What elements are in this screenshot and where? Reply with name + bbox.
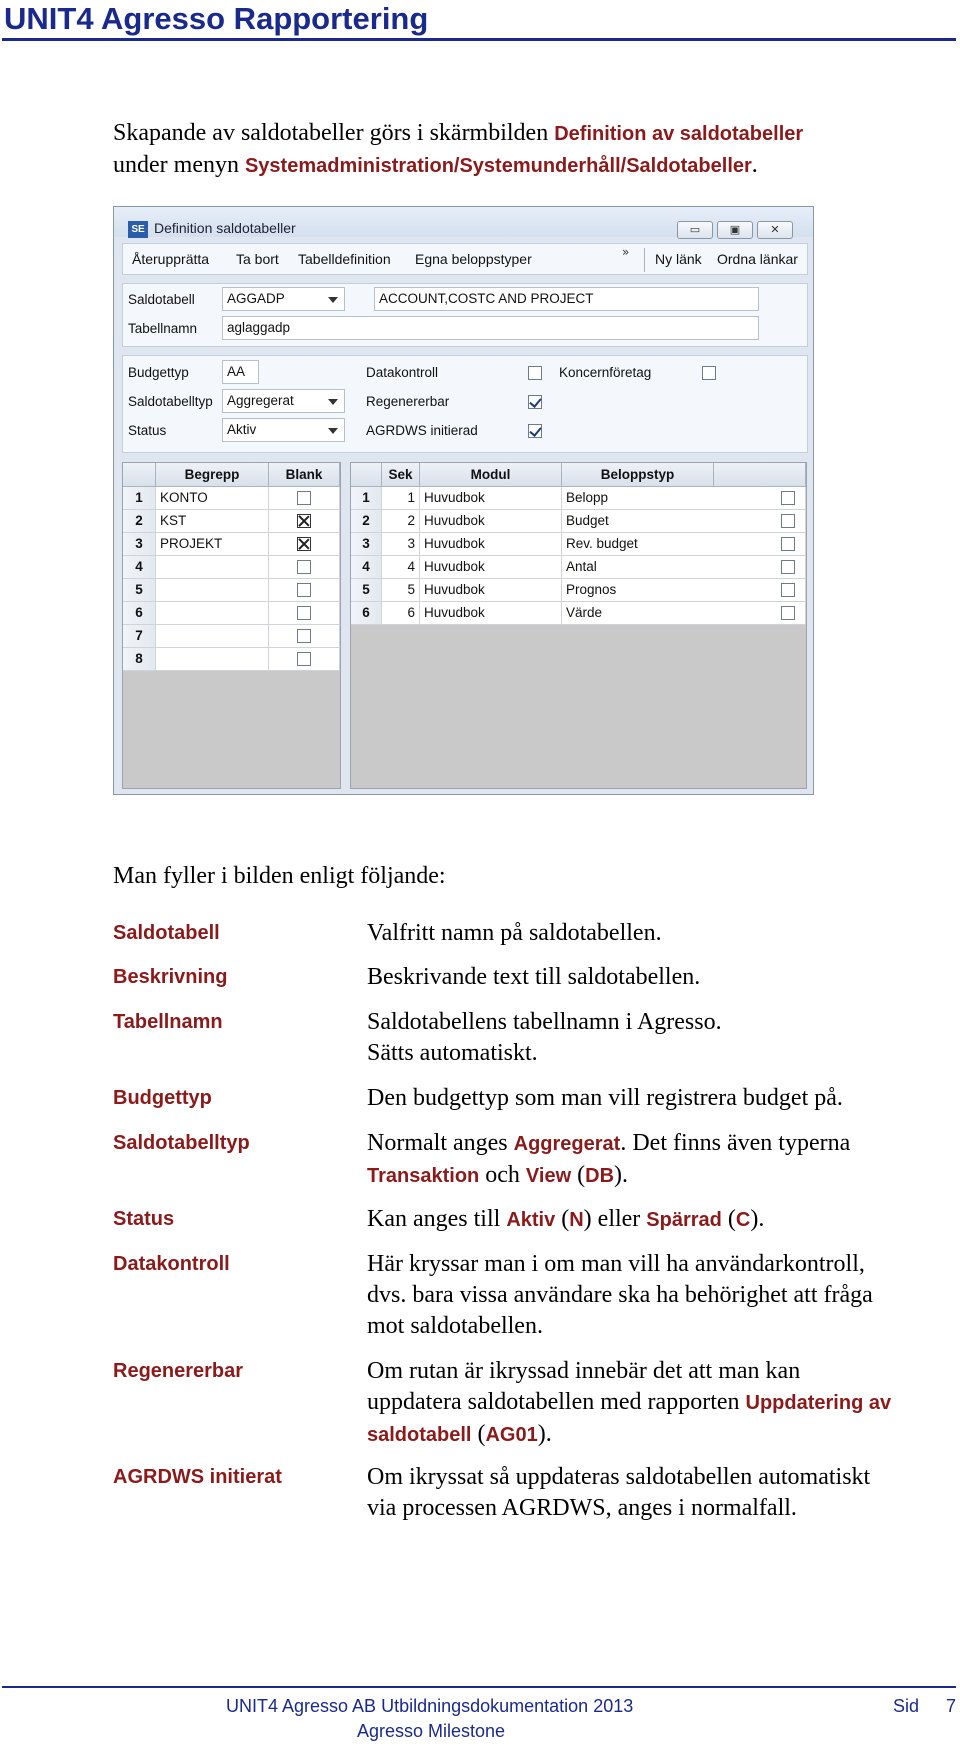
desc-saldotabelltyp [367,1128,957,1192]
beloppstyp-header[interactable]: Beloppstyp [562,463,714,487]
grid1-blank-cell[interactable] [269,579,340,602]
desc-saldotabell: Valfritt namn på saldotabellen. [367,920,662,946]
chevron-down-icon [328,297,338,303]
blank-checkbox[interactable] [297,537,311,551]
desc-text: ( [721,1206,736,1232]
desc-text: ). [750,1206,765,1232]
blank-checkbox[interactable] [297,583,311,597]
grid1-row-number: 3 [123,533,156,556]
grid2-beloppstyp-cell[interactable] [562,579,806,602]
datakontroll-checkbox[interactable] [528,366,542,380]
grid1-begrepp-cell[interactable] [156,648,269,671]
menu-ta-bort[interactable]: Ta bort [236,251,279,267]
settings-panel [122,355,808,453]
desc-agrdws-initierat [367,1462,957,1524]
highlight-n: N [569,1209,584,1231]
chevron-down-icon [328,399,338,405]
beloppstyp-value: Värde [566,605,603,620]
header-fields-panel [122,283,808,347]
desc-budgettyp: Den budgettyp som man vill registrera budget på. [367,1085,843,1111]
grid2-sek-cell[interactable]: 4 [382,556,420,579]
grid1-begrepp-cell[interactable] [156,579,269,602]
minimize-button[interactable]: ▭ [677,221,713,239]
beloppstyp-grid [350,462,807,789]
desc-tabellnamn [367,1007,957,1069]
beloppstyp-checkbox[interactable] [781,583,795,597]
menu-ordna-lankar[interactable]: Ordna länkar [717,251,798,267]
term-status: Status [113,1208,175,1230]
menu-egna-beloppstyper[interactable]: Egna beloppstyper [415,251,532,267]
grid1-begrepp-cell[interactable]: KONTO [156,487,269,510]
grid1-row-number: 8 [123,648,156,671]
grid2-modul-cell[interactable]: Huvudbok [420,556,562,579]
grid2-beloppstyp-cell[interactable] [562,556,806,579]
grid1-blank-cell[interactable] [269,602,340,625]
grid2-modul-cell[interactable]: Huvudbok [420,510,562,533]
grid2-sek-cell[interactable]: 1 [382,487,420,510]
menu-bar [122,243,808,275]
grid1-row-number: 2 [123,510,156,533]
grid2-modul-cell[interactable]: Huvudbok [420,602,562,625]
footer-rule [2,1686,956,1688]
desc-text: Normalt anges [367,1130,514,1156]
term-saldotabelltyp: Saldotabelltyp [113,1132,250,1154]
beloppstyp-checkbox[interactable] [781,606,795,620]
term-budgettyp: Budgettyp [113,1087,212,1109]
highlight-aktiv: Aktiv [506,1209,556,1231]
desc-status [367,1204,957,1236]
koncernforetag-label: Koncernföretag [559,365,652,380]
grid2-row-number: 5 [351,579,382,602]
grid2-row-number: 4 [351,556,382,579]
saldotabelltyp-label: Saldotabelltyp [128,394,213,409]
term-regenererbar: Regenererbar [113,1360,244,1382]
beloppstyp-value: Antal [566,559,597,574]
intro-highlight-menu-path: Systemadministration/Systemunderhåll/Saldotabeller [244,155,752,177]
blank-checkbox[interactable] [297,652,311,666]
desc-line: Här kryssar man i om man vill ha användarkontroll, [367,1251,865,1277]
agrdws-initierad-checkbox[interactable] [528,424,542,438]
desc-line: uppdatera saldotabellen med rapporten [367,1389,746,1415]
term-beskrivning: Beskrivning [113,966,228,988]
datakontroll-label: Datakontroll [366,365,439,380]
highlight-uppdatering-av: Uppdatering av [745,1392,892,1414]
document-title: UNIT4 Agresso Rapportering [4,1,429,36]
menu-aterupprata[interactable]: Återupprätta [132,251,210,267]
grid2-beloppstyp-cell[interactable] [562,510,806,533]
menu-separator [644,248,645,272]
highlight-transaktion: Transaktion [367,1165,480,1187]
blank-checkbox[interactable] [297,514,311,528]
beloppstyp-checkbox[interactable] [781,560,795,574]
grid1-blank-cell[interactable] [269,625,340,648]
term-tabellnamn: Tabellnamn [113,1011,223,1033]
grid1-row-number: 7 [123,625,156,648]
desc-text: . Det finns även typerna [620,1130,851,1156]
footer-line1: UNIT4 Agresso AB Utbildningsdokumentation 2013 [226,1696,634,1716]
grid1-begrepp-cell[interactable]: KST [156,510,269,533]
grid2-sek-cell[interactable]: 6 [382,602,420,625]
grid2-row-number: 2 [351,510,382,533]
header-rule [2,38,956,41]
grid1-row-number: 6 [123,602,156,625]
grid1-begrepp-cell[interactable]: PROJEKT [156,533,269,556]
grid2-corner-header [351,463,382,487]
grid2-modul-cell[interactable]: Huvudbok [420,533,562,556]
grid1-row-number: 4 [123,556,156,579]
saldotabelltyp-value: Aggregerat [227,393,294,408]
desc-tabellnamn-line1: Saldotabellens tabellnamn i Agresso. [367,1009,722,1035]
agrdws-initierad-label: AGRDWS initierad [366,423,478,438]
beloppstyp-checkbox[interactable] [781,537,795,551]
term-saldotabell: Saldotabell [113,922,220,944]
grid2-sek-cell[interactable]: 2 [382,510,420,533]
modul-header[interactable]: Modul [420,463,562,487]
desc-line: via processen AGRDWS, anges i normalfall. [367,1495,797,1521]
desc-text: ( [471,1421,486,1447]
saldotabell-combo[interactable] [222,287,345,311]
footer-sid-label: Sid [893,1696,920,1716]
term-datakontroll: Datakontroll [113,1253,230,1275]
highlight-db: DB [585,1165,615,1187]
app-icon: SE [128,221,148,238]
grid2-beloppstyp-cell[interactable] [562,602,806,625]
footer-line2: Agresso Milestone [357,1721,506,1741]
highlight-view: View [525,1165,572,1187]
intro-paragraph [113,118,953,182]
highlight-sparrad: Spärrad [646,1209,722,1231]
grid1-begrepp-cell[interactable] [156,556,269,579]
highlight-saldotabell: saldotabell [367,1424,472,1446]
blank-checkbox[interactable] [297,560,311,574]
window-titlebar [114,207,813,237]
desc-line: mot saldotabellen. [367,1313,543,1339]
beloppstyp-value: Rev. budget [566,536,638,551]
grid1-blank-cell[interactable] [269,533,340,556]
grid1-row-number: 1 [123,487,156,510]
menu-tabelldefinition[interactable]: Tabelldefinition [298,251,391,267]
tabellnamn-input[interactable]: aglaggadp [222,316,759,340]
page-number: 7 [946,1696,957,1716]
grid1-blank-cell[interactable] [269,487,340,510]
grid2-modul-cell[interactable]: Huvudbok [420,579,562,602]
regenererbar-checkbox[interactable] [528,395,542,409]
grid2-sek-cell[interactable]: 3 [382,533,420,556]
highlight-ag01: AG01 [485,1424,538,1446]
document-header [0,0,960,42]
desc-beskrivning: Beskrivande text till saldotabellen. [367,964,701,990]
begrepp-header[interactable]: Begrepp [156,463,269,487]
grid1-corner-header [123,463,156,487]
definition-window [113,206,814,795]
maximize-button[interactable]: ▣ [717,221,753,239]
grid2-extra-header [714,463,806,487]
saldotabelltyp-combo[interactable] [222,389,345,413]
intro-text-3: . [751,152,758,178]
grid2-row-number: 3 [351,533,382,556]
menu-ny-lank[interactable]: Ny länk [655,251,702,267]
beloppstyp-value: Prognos [566,582,617,597]
desc-text: ( [571,1162,586,1188]
desc-regenererbar [367,1356,957,1451]
grid2-beloppstyp-cell[interactable] [562,533,806,556]
window-title: Definition saldotabeller [154,220,296,236]
blank-checkbox[interactable] [297,606,311,620]
status-combo[interactable] [222,418,345,442]
blank-checkbox[interactable] [297,629,311,643]
grid1-blank-cell[interactable] [269,510,340,533]
intro-highlight-definition: Definition av saldotabeller [554,123,804,145]
highlight-c: C [735,1209,751,1231]
desc-line: dvs. bara vissa användare ska ha behörighet att fråga [367,1282,873,1308]
highlight-aggregerat: Aggregerat [513,1133,621,1155]
desc-line: Om rutan är ikryssad innebär det att man kan [367,1358,801,1384]
grid1-blank-cell[interactable] [269,648,340,671]
intro-text-1: Skapande av saldotabeller görs i skärmbilden [113,120,555,146]
desc-datakontroll [367,1249,957,1342]
beloppstyp-checkbox[interactable] [781,514,795,528]
term-agrdws-initierat: AGRDWS initierat [113,1466,282,1488]
description-input[interactable]: ACCOUNT,COSTC AND PROJECT [374,287,759,311]
desc-text: ) eller [583,1206,647,1232]
grid2-modul-cell[interactable]: Huvudbok [420,487,562,510]
fill-heading: Man fyller i bilden enligt följande: [113,863,446,889]
desc-tabellnamn-line2: Sätts automatiskt. [367,1040,538,1066]
grid2-row-number: 6 [351,602,382,625]
chevron-down-icon [328,428,338,434]
desc-text: ( [555,1206,570,1232]
regenererbar-label: Regenererbar [366,394,450,409]
desc-text: ). [614,1162,629,1188]
beloppstyp-value: Budget [566,513,609,528]
blank-checkbox[interactable] [297,491,311,505]
budgettyp-label: Budgettyp [128,365,189,380]
grid2-row-number: 1 [351,487,382,510]
grid2-sek-cell[interactable]: 5 [382,579,420,602]
grid1-row-number: 5 [123,579,156,602]
koncernforetag-checkbox[interactable] [702,366,716,380]
beloppstyp-checkbox[interactable] [781,491,795,505]
saldotabell-label: Saldotabell [128,292,195,307]
budgettyp-input[interactable]: AA [222,360,259,384]
begrepp-grid [122,462,341,789]
tabellnamn-label: Tabellnamn [128,321,198,336]
intro-text-2: under menyn [113,152,245,178]
desc-text: ). [537,1421,552,1447]
grid1-begrepp-cell[interactable] [156,625,269,648]
grid1-begrepp-cell[interactable] [156,602,269,625]
menu-overflow-icon[interactable]: » [622,245,630,259]
desc-line: Om ikryssat så uppdateras saldotabellen automatiskt [367,1464,871,1490]
saldotabell-value: AGGADP [227,291,285,306]
blank-header[interactable]: Blank [269,463,340,487]
close-button[interactable]: ✕ [757,221,793,239]
desc-text: Kan anges till [367,1206,507,1232]
grid1-blank-cell[interactable] [269,556,340,579]
sek-header[interactable]: Sek [382,463,420,487]
beloppstyp-value: Belopp [566,490,609,505]
status-value: Aktiv [227,422,257,437]
grid2-beloppstyp-cell[interactable] [562,487,806,510]
status-label: Status [128,423,167,438]
desc-text: och [479,1162,526,1188]
